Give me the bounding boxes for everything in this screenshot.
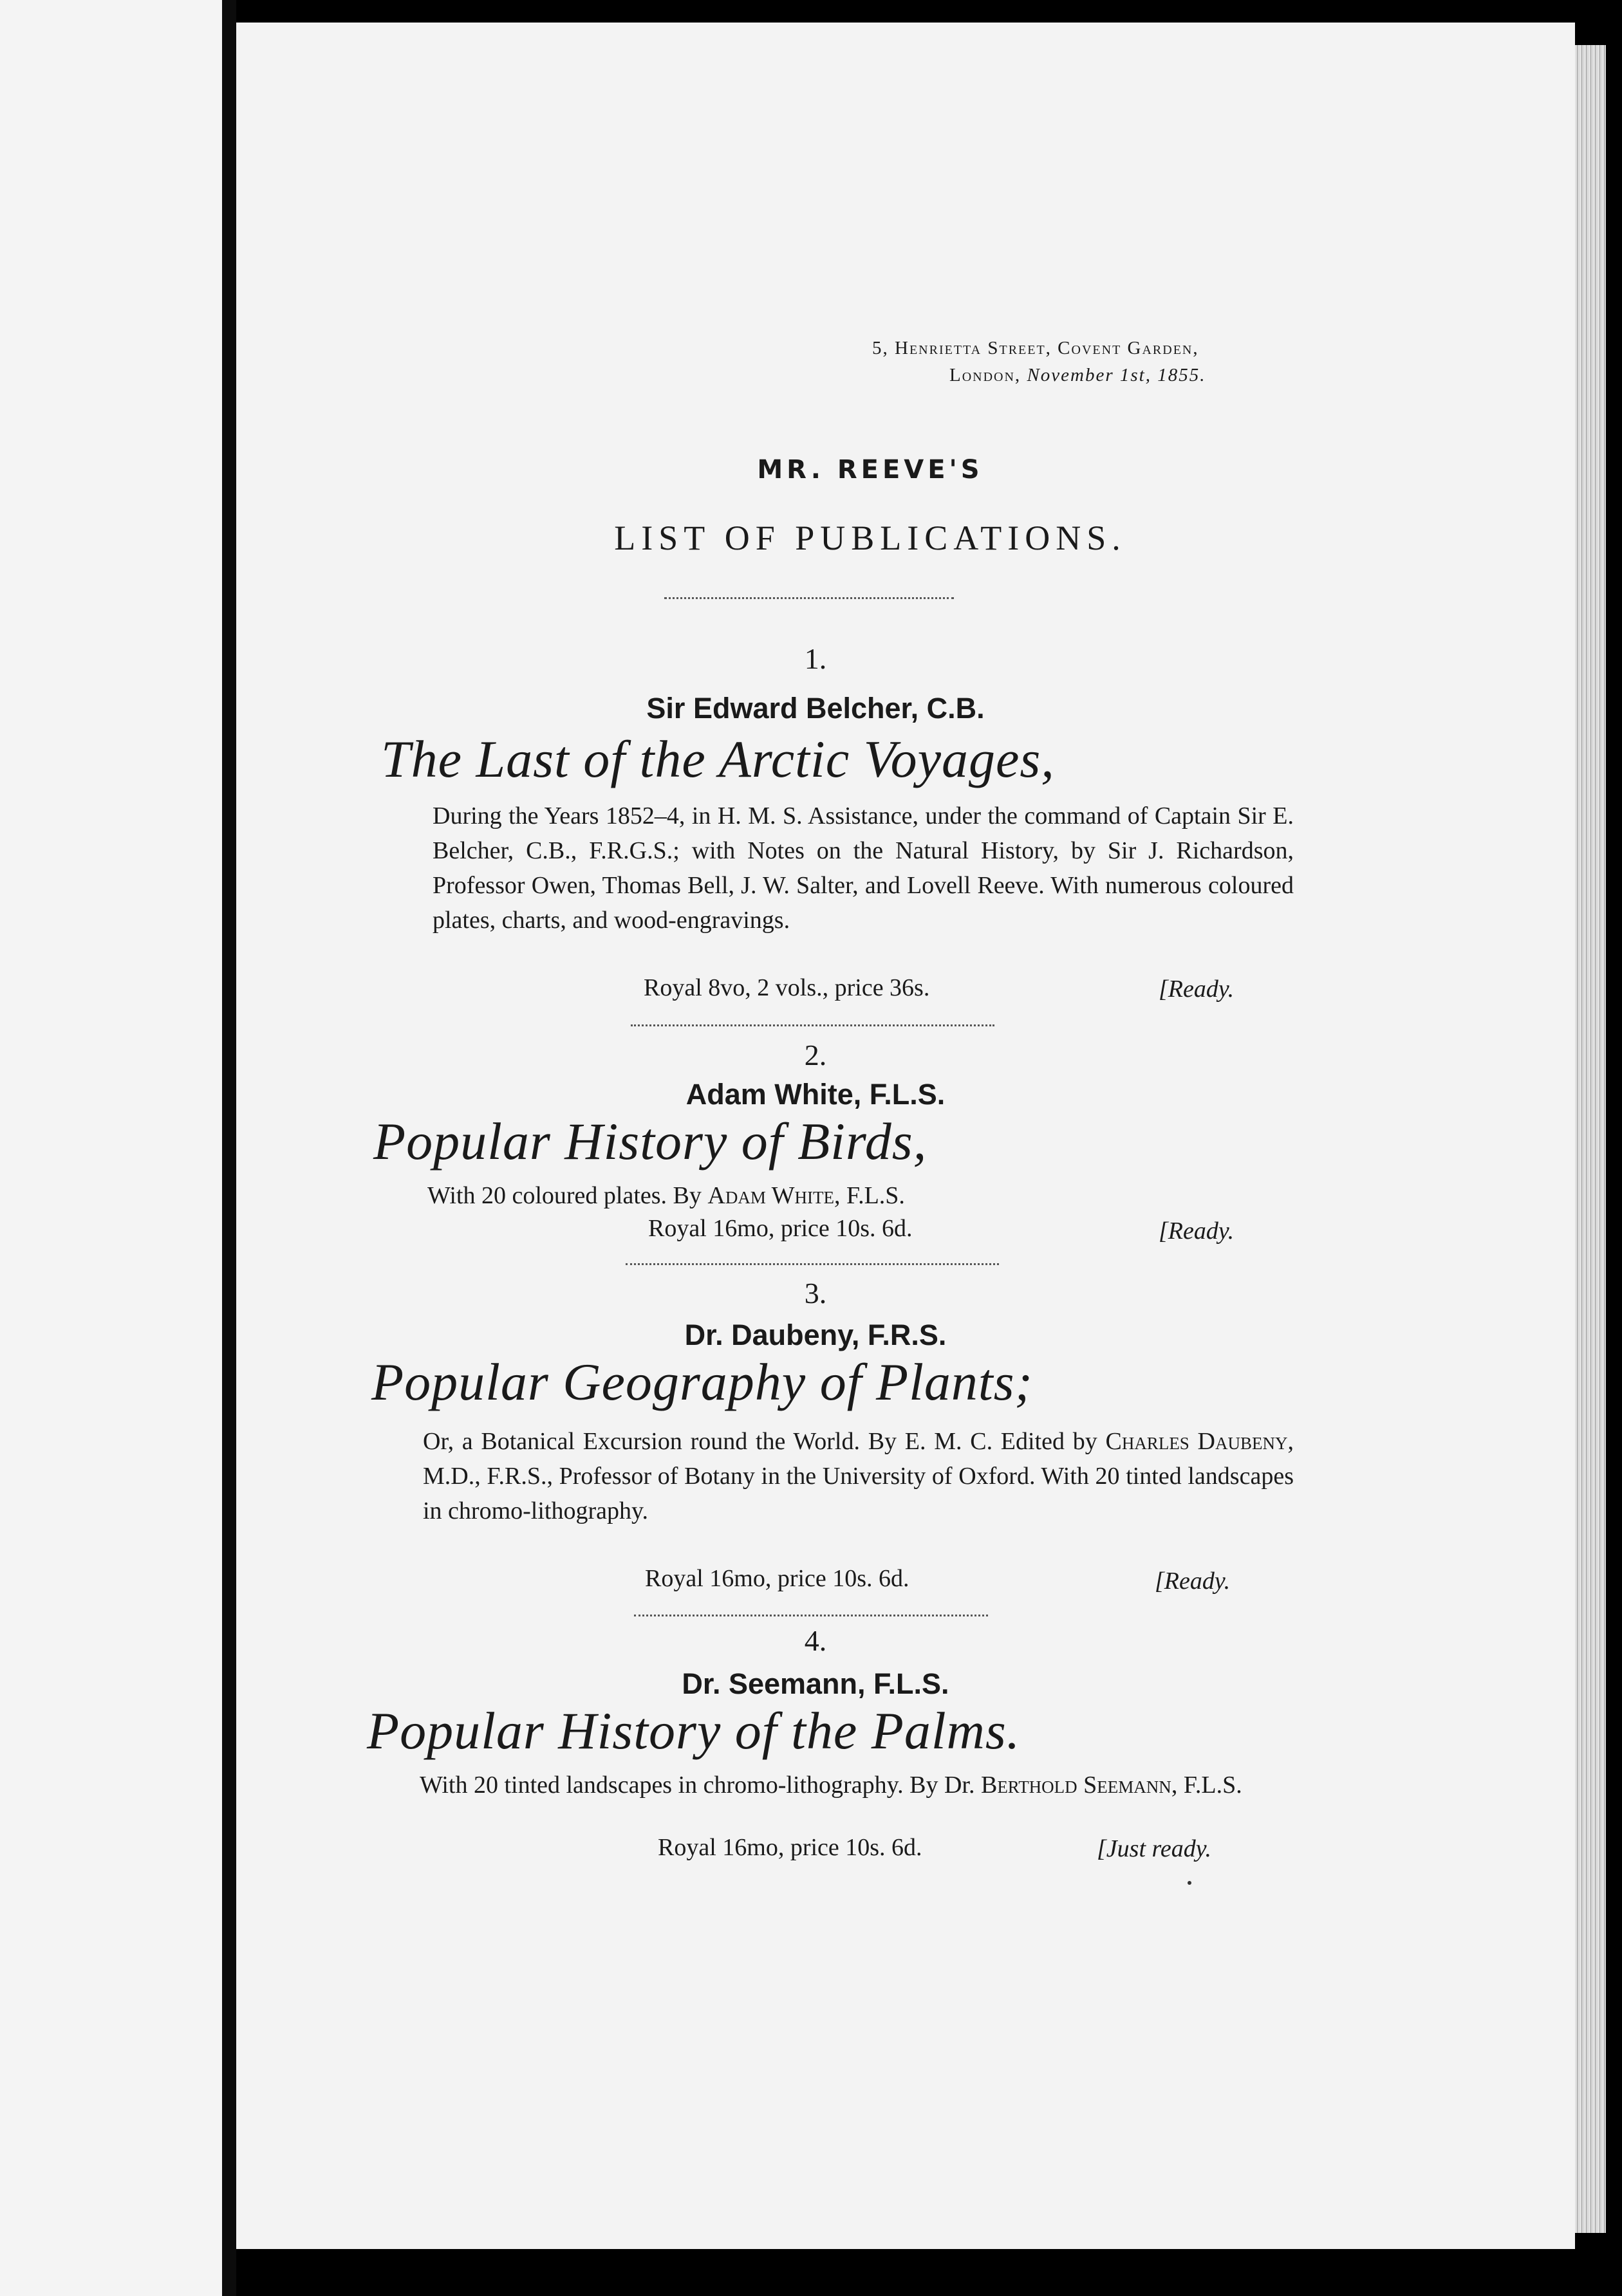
entry-3-title: Popular Geography of Plants; (371, 1353, 1033, 1411)
entry-1-title: The Last of the Arctic Voyages, (381, 730, 1055, 788)
entry-1-price: Royal 8vo, 2 vols., price 36s. (644, 974, 930, 1001)
publisher-heading: MR. REEVE'S (757, 455, 983, 485)
address-city: London, (949, 365, 1027, 385)
entry-3-divider (634, 1615, 988, 1616)
entry-2-description (427, 1178, 1264, 1213)
entry-2-author: Adam White, F.L.S. (685, 1078, 946, 1111)
ink-speck (1188, 1881, 1191, 1885)
address-line-1: 5, Henrietta Street, Covent Garden, (872, 338, 1199, 358)
address-date: November 1st, 1855. (1027, 365, 1206, 385)
entry-2-desc-prefix: With 20 coloured plates. By (427, 1182, 708, 1209)
entry-4-desc-name: Berthold Seemann (980, 1772, 1171, 1799)
entry-4-desc-prefix: With 20 tinted landscapes in chromo-lithography. By Dr. (420, 1772, 981, 1799)
entry-1-status: [Ready. (1159, 976, 1235, 1003)
entry-2-title: Popular History of Birds, (373, 1112, 928, 1171)
entry-3-number: 3. (804, 1277, 827, 1310)
entry-4-title: Popular History of the Palms. (367, 1701, 1021, 1760)
entry-4-description (420, 1768, 1294, 1802)
entry-1-divider (631, 1024, 994, 1026)
document-page (236, 23, 1575, 2249)
book-gutter (222, 0, 236, 2296)
entry-3-desc-prefix: Or, a Botanical Excursion round the World. By E. M. C. Edited by (423, 1428, 1106, 1455)
entry-3-status: [Ready. (1155, 1568, 1231, 1595)
header-divider (664, 597, 954, 599)
entry-1-number: 1. (804, 642, 827, 675)
entry-1-description: During the Years 1852–4, in H. M. S. Assistance, under the command of Captain Sir E. Belcher, C.B., F.R.G.S.; with Notes on the Natural History, by Sir J. Richardson, Professor Owen, Thomas Bell, J. W. Salter, and Lovell Reeve. With numerous coloured plates, charts, and wood-engravings. (433, 802, 1294, 934)
address-line-2 (949, 365, 1206, 386)
entry-3-desc-suffix: , M.D., F.R.S., Professor of Botany in the University of Oxford. With 20 tinted landscapes in chromo-lithography. (423, 1428, 1294, 1524)
entry-4-number: 4. (804, 1624, 827, 1657)
previous-page (0, 0, 222, 2296)
entry-3-description (423, 1424, 1294, 1528)
list-title: LIST OF PUBLICATIONS. (614, 519, 1126, 557)
entry-2-desc-suffix: , F.L.S. (834, 1182, 905, 1209)
entry-4-author: Dr. Seemann, F.L.S. (682, 1667, 949, 1700)
entry-1-author: Sir Edward Belcher, C.B. (646, 692, 985, 725)
entry-2-divider (626, 1263, 999, 1265)
entry-3-desc-name: Charles Daubeny (1105, 1428, 1288, 1455)
page-edges (1575, 45, 1606, 2233)
entry-2-number: 2. (804, 1039, 827, 1071)
entry-4-desc-suffix: , F.L.S. (1171, 1772, 1242, 1799)
entry-4-price: Royal 16mo, price 10s. 6d. (658, 1834, 922, 1861)
entry-2-status: [Ready. (1159, 1217, 1235, 1245)
entry-3-author: Dr. Daubeny, F.R.S. (684, 1319, 947, 1351)
entry-4-status: [Just ready. (1097, 1835, 1212, 1862)
entry-2-price: Royal 16mo, price 10s. 6d. (648, 1215, 913, 1242)
entry-2-desc-name: Adam White (707, 1182, 834, 1209)
entry-3-price: Royal 16mo, price 10s. 6d. (645, 1565, 909, 1592)
